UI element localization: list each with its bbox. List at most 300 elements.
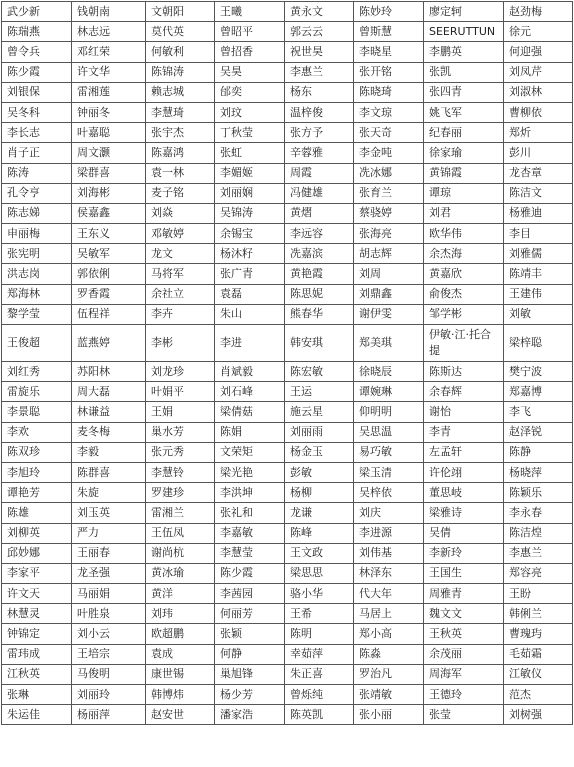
table-row <box>2 624 573 644</box>
name-cell: 刘银保 <box>2 82 72 102</box>
name-cell: 杨金玉 <box>285 442 354 462</box>
name-cell: 周霞 <box>285 163 354 183</box>
name-cell: 邓敏婷 <box>146 224 215 244</box>
name-cell: 陈妙玲 <box>354 2 424 22</box>
name-cell: 刘龙珍 <box>146 362 215 382</box>
name-cell: 赵安世 <box>146 705 215 725</box>
name-cell: 陈靖丰 <box>504 264 573 284</box>
name-cell: 谭艳芳 <box>2 483 72 503</box>
name-cell: 黄洋 <box>146 584 215 604</box>
name-cell: 朱山 <box>215 304 285 324</box>
name-cell: 刘雅儒 <box>504 244 573 264</box>
name-cell: 刘丽娴 <box>215 183 285 203</box>
name-cell: 钟锦定 <box>2 624 72 644</box>
name-cell: 姚飞军 <box>424 102 504 122</box>
name-cell: 梁梓聪 <box>504 325 573 362</box>
name-cell: 王国生 <box>424 563 504 583</box>
name-cell: 陈洁文 <box>504 183 573 203</box>
name-cell: 吴倩 <box>424 523 504 543</box>
table-row <box>2 523 573 543</box>
name-cell: 曹瑰玙 <box>504 624 573 644</box>
name-cell: 刘树强 <box>504 705 573 725</box>
name-cell: 吴梓依 <box>354 483 424 503</box>
name-cell: 温梓俊 <box>285 102 354 122</box>
name-cell: 曾烁纯 <box>285 685 354 705</box>
name-cell: 余锡宝 <box>215 224 285 244</box>
name-cell: 陈英凯 <box>285 705 354 725</box>
name-cell: 李新玲 <box>424 543 504 563</box>
name-cell: 李慧琦 <box>146 102 215 122</box>
table-row <box>2 402 573 422</box>
name-cell: 王运 <box>285 382 354 402</box>
name-cell: 许文华 <box>72 62 146 82</box>
name-cell: 谢尚杭 <box>146 543 215 563</box>
name-cell: 熊春华 <box>285 304 354 324</box>
name-cell: 王建伟 <box>504 284 573 304</box>
name-cell: 伊敏·江·托合提 <box>424 325 504 362</box>
name-cell: 欧华伟 <box>424 224 504 244</box>
name-cell: 刘周 <box>354 264 424 284</box>
name-cell: 徐元 <box>504 22 573 42</box>
table-row <box>2 685 573 705</box>
name-cell: 陈少霞 <box>215 563 285 583</box>
name-cell: 张礼和 <box>215 503 285 523</box>
name-cell: 赵泽锐 <box>504 422 573 442</box>
table-row <box>2 304 573 324</box>
name-cell: 梁思思 <box>285 563 354 583</box>
table-row <box>2 462 573 482</box>
name-cell: 陈群喜 <box>72 462 146 482</box>
name-cell: 林泽东 <box>354 563 424 583</box>
name-cell: 雷玮成 <box>2 644 72 664</box>
name-cell: 龙圣强 <box>72 563 146 583</box>
name-cell: 陈娟 <box>215 422 285 442</box>
name-cell: 马将军 <box>146 264 215 284</box>
name-cell: 何静 <box>215 644 285 664</box>
name-cell: 罗治凡 <box>354 664 424 684</box>
name-cell: 吴敏军 <box>72 244 146 264</box>
name-cell: 余杰海 <box>424 244 504 264</box>
name-cell: 何迎强 <box>504 42 573 62</box>
name-cell: 雷湘兰 <box>146 503 215 523</box>
name-cell: 周海军 <box>424 664 504 684</box>
name-cell: 潘家浩 <box>215 705 285 725</box>
name-cell: 李远容 <box>285 224 354 244</box>
name-cell: 巢水芳 <box>146 422 215 442</box>
name-cell: 陈志娣 <box>2 203 72 223</box>
name-cell: 江秋英 <box>2 664 72 684</box>
table-row <box>2 584 573 604</box>
name-cell: 袁一林 <box>146 163 215 183</box>
name-cell: 幸茹萍 <box>285 644 354 664</box>
name-cell: 胡志辉 <box>354 244 424 264</box>
name-cell: 刘石峰 <box>215 382 285 402</box>
table-row <box>2 102 573 122</box>
name-cell: 郭云云 <box>285 22 354 42</box>
name-cell: 王俊超 <box>2 325 72 362</box>
name-cell: 李旭玲 <box>2 462 72 482</box>
table-row <box>2 2 573 22</box>
name-cell: 陈斯达 <box>424 362 504 382</box>
name-cell: 李媚姬 <box>215 163 285 183</box>
name-cell: 谢怡 <box>424 402 504 422</box>
name-cell: 李家平 <box>2 563 72 583</box>
name-cell: 曾昭平 <box>215 22 285 42</box>
name-cell: 蔡骁婷 <box>354 203 424 223</box>
name-cell: 毛茹霜 <box>504 644 573 664</box>
name-cell: 谭婉琳 <box>354 382 424 402</box>
name-cell: 余社立 <box>146 284 215 304</box>
name-cell: 张方予 <box>285 123 354 143</box>
name-cell: 钱朝南 <box>72 2 146 22</box>
name-cell: 梁玉清 <box>354 462 424 482</box>
name-cell: 董思岐 <box>424 483 504 503</box>
name-cell: 杨少芳 <box>215 685 285 705</box>
name-cell: 巢旭锋 <box>215 664 285 684</box>
name-cell: 王培宗 <box>72 644 146 664</box>
name-cell: 申丽梅 <box>2 224 72 244</box>
name-cell: 代大年 <box>354 584 424 604</box>
name-cell: 李晓星 <box>354 42 424 62</box>
name-cell: 伍程祥 <box>72 304 146 324</box>
table-row <box>2 22 573 42</box>
name-cell: 韩俐兰 <box>504 604 573 624</box>
name-cell: 陈颖乐 <box>504 483 573 503</box>
name-cell: 李毅 <box>72 442 146 462</box>
name-cell: 施云星 <box>285 402 354 422</box>
table-row <box>2 325 573 362</box>
name-cell: 李慧铃 <box>146 462 215 482</box>
name-cell: 郑美琪 <box>354 325 424 362</box>
name-cell: 严力 <box>72 523 146 543</box>
name-cell: 陈锦涛 <box>146 62 215 82</box>
name-cell: 曾招香 <box>215 42 285 62</box>
name-cell: 黄永文 <box>285 2 354 22</box>
table-row <box>2 284 573 304</box>
name-cell: 梁雅诗 <box>424 503 504 523</box>
name-cell: 孔令亨 <box>2 183 72 203</box>
name-cell: 郑炘 <box>504 123 573 143</box>
roster-body <box>2 2 573 725</box>
name-cell: 谭琼 <box>424 183 504 203</box>
roster-container <box>1 1 572 725</box>
name-cell: 杨柳 <box>285 483 354 503</box>
name-cell: 李青 <box>424 422 504 442</box>
name-cell: 刘焱 <box>146 203 215 223</box>
name-cell: 李进 <box>215 325 285 362</box>
name-cell: 邹学彬 <box>424 304 504 324</box>
name-cell: 梁倩菇 <box>215 402 285 422</box>
name-cell: 陈宏敏 <box>285 362 354 382</box>
name-cell: 黄熠 <box>285 203 354 223</box>
name-cell: 梁光艳 <box>215 462 285 482</box>
name-cell: 陈少霞 <box>2 62 72 82</box>
name-cell: 莫代英 <box>146 22 215 42</box>
table-row <box>2 362 573 382</box>
name-cell: 雷湘莲 <box>72 82 146 102</box>
name-cell: 李欢 <box>2 422 72 442</box>
name-cell: 郑嘉博 <box>504 382 573 402</box>
name-cell: 罗建珍 <box>146 483 215 503</box>
name-cell: 李惠兰 <box>285 62 354 82</box>
name-cell: 梁群喜 <box>72 163 146 183</box>
name-cell: 吴昊 <box>215 62 285 82</box>
name-cell: 俞俊杰 <box>424 284 504 304</box>
name-cell: 王盼 <box>504 584 573 604</box>
name-cell: 陈洁煌 <box>504 523 573 543</box>
name-cell: 韩博炜 <box>146 685 215 705</box>
name-cell: 张开铭 <box>354 62 424 82</box>
name-cell: 林慧灵 <box>2 604 72 624</box>
table-row <box>2 163 573 183</box>
name-cell: 陈双珍 <box>2 442 72 462</box>
name-cell: 杨丽萍 <box>72 705 146 725</box>
name-cell: 樊宁波 <box>504 362 573 382</box>
name-cell: 罗香霞 <box>72 284 146 304</box>
name-cell: 刘玮 <box>146 604 215 624</box>
name-cell: 周大磊 <box>72 382 146 402</box>
name-cell: 许文天 <box>2 584 72 604</box>
name-cell: 何敏利 <box>146 42 215 62</box>
name-cell: 左孟轩 <box>424 442 504 462</box>
name-cell: 张靖敏 <box>354 685 424 705</box>
name-cell: 许伦翊 <box>424 462 504 482</box>
name-cell: 冯健雄 <box>285 183 354 203</box>
name-cell: 黄艳霞 <box>285 264 354 284</box>
name-cell: 陈雄 <box>2 503 72 523</box>
table-row <box>2 224 573 244</box>
name-cell: 李金吨 <box>354 143 424 163</box>
name-cell: 郑小高 <box>354 624 424 644</box>
name-cell: 朱运佳 <box>2 705 72 725</box>
table-row <box>2 143 573 163</box>
name-cell: 钟丽冬 <box>72 102 146 122</box>
name-cell: 文荣矩 <box>215 442 285 462</box>
name-cell: 文朝阳 <box>146 2 215 22</box>
name-cell: 陈瑞燕 <box>2 22 72 42</box>
name-cell: 彭敏 <box>285 462 354 482</box>
name-cell: 陈思妮 <box>285 284 354 304</box>
name-cell: 袁磊 <box>215 284 285 304</box>
name-cell: 张海亮 <box>354 224 424 244</box>
name-cell: 陈静 <box>504 442 573 462</box>
name-cell: 徐晓辰 <box>354 362 424 382</box>
name-cell: 陈峰 <box>285 523 354 543</box>
name-cell: 麦子铭 <box>146 183 215 203</box>
name-cell: 陈明 <box>285 624 354 644</box>
name-cell: 赵劲梅 <box>504 2 573 22</box>
name-cell: 雷旋乐 <box>2 382 72 402</box>
table-row <box>2 123 573 143</box>
name-cell: 康世锡 <box>146 664 215 684</box>
name-cell: 张琳 <box>2 685 72 705</box>
name-cell: 王曦 <box>215 2 285 22</box>
name-cell: 李彬 <box>146 325 215 362</box>
name-cell: 侯嘉鑫 <box>72 203 146 223</box>
name-cell: 陈嘉鸿 <box>146 143 215 163</box>
name-cell: 何丽芳 <box>215 604 285 624</box>
name-cell: 龙杏章 <box>504 163 573 183</box>
name-cell: 徐家瑜 <box>424 143 504 163</box>
table-row <box>2 604 573 624</box>
name-cell: 仰明明 <box>354 402 424 422</box>
name-cell: 王秋英 <box>424 624 504 644</box>
name-cell: 王娟 <box>146 402 215 422</box>
name-cell: 曹柳依 <box>504 102 573 122</box>
name-cell: 李永春 <box>504 503 573 523</box>
name-cell: 张育兰 <box>354 183 424 203</box>
table-row <box>2 82 573 102</box>
name-cell: 李长志 <box>2 123 72 143</box>
name-cell: 韩安琪 <box>285 325 354 362</box>
name-cell: 叶胜泉 <box>72 604 146 624</box>
name-cell: 邰奕 <box>215 82 285 102</box>
name-cell: 邓红荣 <box>72 42 146 62</box>
name-cell: 刘小云 <box>72 624 146 644</box>
table-row <box>2 42 573 62</box>
name-cell: 纪春丽 <box>424 123 504 143</box>
name-cell: 龙谦 <box>285 503 354 523</box>
name-cell: 李洪坤 <box>215 483 285 503</box>
name-cell: 武少新 <box>2 2 72 22</box>
name-cell: 洪志岗 <box>2 264 72 284</box>
name-cell: 刘海彬 <box>72 183 146 203</box>
name-cell: 郑容亮 <box>504 563 573 583</box>
table-row <box>2 62 573 82</box>
name-cell: 张凯 <box>424 62 504 82</box>
name-cell: 王德玲 <box>424 685 504 705</box>
name-cell: 叶娟平 <box>146 382 215 402</box>
name-cell: 张元秀 <box>146 442 215 462</box>
name-cell: 丁秋莹 <box>215 123 285 143</box>
name-cell: 朱旋 <box>72 483 146 503</box>
name-cell: 李飞 <box>504 402 573 422</box>
name-cell: 肖斌毅 <box>215 362 285 382</box>
name-cell: 刘敏 <box>504 304 573 324</box>
name-cell: 杨东 <box>285 82 354 102</box>
name-cell: 骆小华 <box>285 584 354 604</box>
name-cell: 吴冬科 <box>2 102 72 122</box>
name-cell: 杨晓萍 <box>504 462 573 482</box>
name-cell: 范杰 <box>504 685 573 705</box>
name-cell: 刘伟基 <box>354 543 424 563</box>
name-cell: 刘丽玲 <box>72 685 146 705</box>
name-cell: 黎学莹 <box>2 304 72 324</box>
name-cell: 黄冰瑜 <box>146 563 215 583</box>
table-row <box>2 264 573 284</box>
name-cell: 祝世昊 <box>285 42 354 62</box>
name-cell: 叶嘉聪 <box>72 123 146 143</box>
name-cell: 龙文 <box>146 244 215 264</box>
name-cell: 杨雅迪 <box>504 203 573 223</box>
name-cell: 张广青 <box>215 264 285 284</box>
name-cell: 李惠兰 <box>504 543 573 563</box>
name-cell: 刘红秀 <box>2 362 72 382</box>
table-row <box>2 503 573 523</box>
name-cell: 李卉 <box>146 304 215 324</box>
name-cell: 周雅青 <box>424 584 504 604</box>
table-row <box>2 244 573 264</box>
name-cell: 陈晓琦 <box>354 82 424 102</box>
name-cell: 李鹏英 <box>424 42 504 62</box>
name-cell: 张宪明 <box>2 244 72 264</box>
name-cell: 李文琼 <box>354 102 424 122</box>
table-row <box>2 442 573 462</box>
name-cell: 刘庆 <box>354 503 424 523</box>
name-cell: 黄嘉欣 <box>424 264 504 284</box>
name-cell: 陈涛 <box>2 163 72 183</box>
name-cell: 张虹 <box>215 143 285 163</box>
name-cell: 周文灏 <box>72 143 146 163</box>
name-cell: 肖子正 <box>2 143 72 163</box>
name-cell: 余春辉 <box>424 382 504 402</box>
table-row <box>2 563 573 583</box>
name-cell: 李进源 <box>354 523 424 543</box>
name-cell: 李目 <box>504 224 573 244</box>
name-cell: 马俊明 <box>72 664 146 684</box>
name-cell: 王希 <box>285 604 354 624</box>
name-cell: 王丽春 <box>72 543 146 563</box>
name-cell: 马居上 <box>354 604 424 624</box>
name-cell: 苏阳林 <box>72 362 146 382</box>
table-row <box>2 183 573 203</box>
name-cell: 刘丽雨 <box>285 422 354 442</box>
name-cell: 曾斯慧 <box>354 22 424 42</box>
name-cell: 王文政 <box>285 543 354 563</box>
name-cell: 魏文文 <box>424 604 504 624</box>
name-cell: 张天奇 <box>354 123 424 143</box>
name-cell: 蓝燕婷 <box>72 325 146 362</box>
name-cell: 欧超鹏 <box>146 624 215 644</box>
name-cell: 冼冰娜 <box>354 163 424 183</box>
name-cell: 张宇杰 <box>146 123 215 143</box>
name-cell: 曾令兵 <box>2 42 72 62</box>
name-cell: 黄锦霞 <box>424 163 504 183</box>
name-cell: 易巧敏 <box>354 442 424 462</box>
name-cell: 彭川 <box>504 143 573 163</box>
name-cell: 余茂丽 <box>424 644 504 664</box>
name-cell: 王伍凤 <box>146 523 215 543</box>
name-cell: 王东义 <box>72 224 146 244</box>
name-cell: 廖定轲 <box>424 2 504 22</box>
name-cell: 杨沐籽 <box>215 244 285 264</box>
name-cell: 刘玉英 <box>72 503 146 523</box>
table-row <box>2 203 573 223</box>
table-row <box>2 705 573 725</box>
name-cell: 吴锦涛 <box>215 203 285 223</box>
name-cell: 冼嘉滨 <box>285 244 354 264</box>
name-cell: 李茜园 <box>215 584 285 604</box>
table-row <box>2 422 573 442</box>
name-cell: 刘凤芹 <box>504 62 573 82</box>
name-cell: 江敏仪 <box>504 664 573 684</box>
name-cell: 谢伊雯 <box>354 304 424 324</box>
name-cell: 郭依俐 <box>72 264 146 284</box>
name-cell: 刘鼎鑫 <box>354 284 424 304</box>
name-cell: 麦冬梅 <box>72 422 146 442</box>
name-cell: 张颖 <box>215 624 285 644</box>
table-row <box>2 664 573 684</box>
name-cell: 张四青 <box>424 82 504 102</box>
name-cell: 辛蓉雅 <box>285 143 354 163</box>
name-cell: 刘玟 <box>215 102 285 122</box>
table-row <box>2 483 573 503</box>
table-row <box>2 644 573 664</box>
name-cell: 刘柳英 <box>2 523 72 543</box>
name-cell: 李嘉敏 <box>215 523 285 543</box>
name-cell: 林志远 <box>72 22 146 42</box>
name-cell: 马丽娟 <box>72 584 146 604</box>
